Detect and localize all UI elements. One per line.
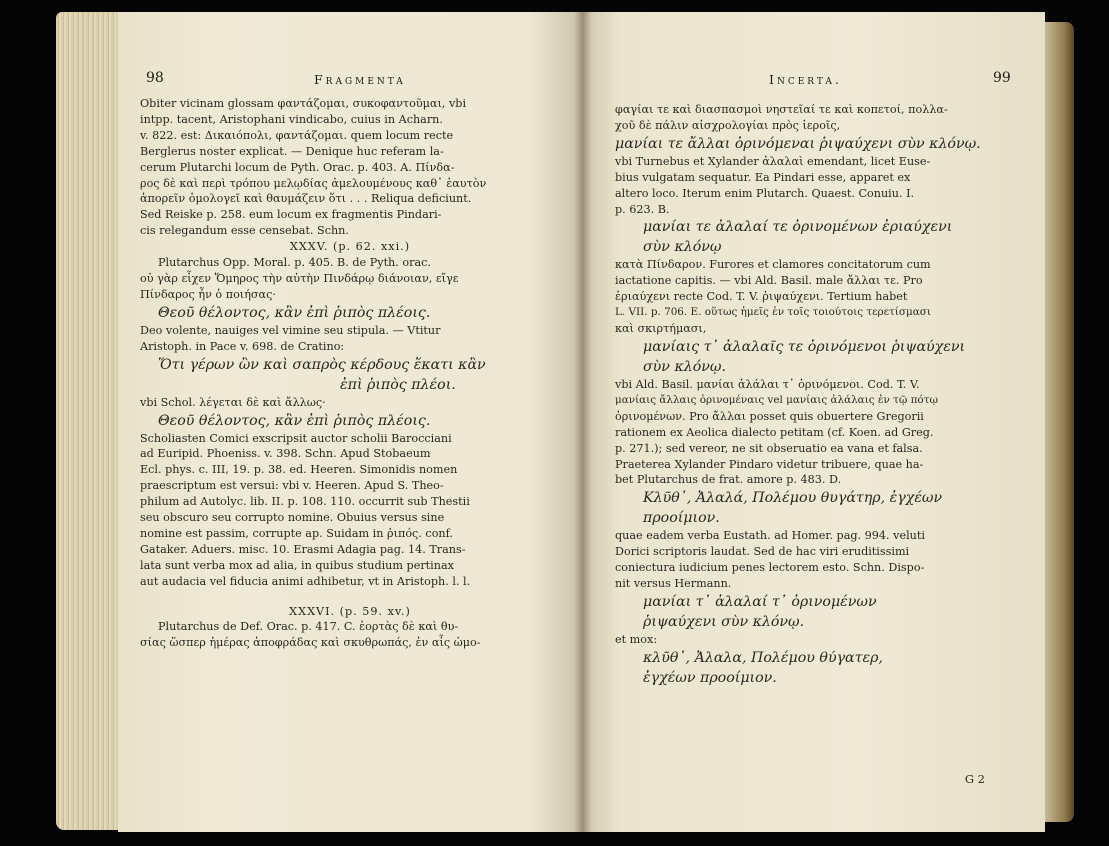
verse-line: κλῦθ᾽, Ἀλαλα, Πολέμου θύγατερ, bbox=[643, 649, 883, 666]
left-page bbox=[118, 12, 585, 832]
section-heading-xxxvi: XXXVI. (p. 59. xv.) bbox=[289, 604, 411, 618]
text-line: et mox: bbox=[615, 632, 658, 646]
verse-line: Κλῦθ᾽, Ἀλαλά, Πολέμου θυγάτηρ, ἐγχέων bbox=[643, 490, 943, 507]
verse-line: ἐπὶ ῥιπὸς πλέοι. bbox=[340, 376, 456, 393]
text-line: ὀρινομένων. Pro ἄλλαι posset quis obuertere Gregorii bbox=[615, 409, 924, 423]
text-line: καὶ σκιρτήμασι, bbox=[615, 322, 707, 336]
text-line: altero loco. Iterum enim Plutarch. Quaest. Conuiu. I. bbox=[615, 186, 915, 200]
text-line: Dorici scriptoris laudat. Sed de hac viri eruditissimi bbox=[615, 545, 910, 559]
verse-line: μανίαις τ᾽ ἀλαλαῖς τε ὀρινόμενοι ῥιψαύχενι bbox=[643, 338, 966, 355]
text-line: coniectura iudicium penes lectorem esto. Schn. Dispo- bbox=[615, 561, 925, 575]
text-line: σίας ὥσπερ ἡμέρας ἀποφράδας καὶ σκυθρωπάς, ἐν αἷς ὠμο- bbox=[140, 636, 481, 650]
text-line: aut audacia vel fiducia animi adhibetur, vt in Aristoph. l. l. bbox=[140, 574, 471, 588]
section-heading-xxxv: XXXV. (p. 62. xxi.) bbox=[289, 240, 411, 254]
page-edges-right bbox=[1044, 22, 1074, 822]
verse-line: μανίαι τε ἀλαλαί τε ὀρινομένων ἐριαύχενι bbox=[643, 219, 953, 236]
text-line: ἀπορεῖν ὁμολογεῖ καὶ θαυμάζειν ὅτι . . . Reliqua deficiunt. bbox=[140, 192, 472, 206]
text-line: v. 822. est: Δικαιόπολι, φαντάζομαι. quem locum recte bbox=[140, 128, 454, 142]
text-line: vbi Turnebus et Xylander ἀλαλαὶ emendant, licet Euse- bbox=[615, 154, 931, 168]
text-line: ad Euripid. Phoeniss. v. 398. Schn. Apud Stobaeum bbox=[140, 447, 431, 461]
text-line: quae eadem verba Eustath. ad Homer. pag. 994. veluti bbox=[615, 529, 925, 543]
text-line: χοῦ δὲ πάλιν αἰσχρολογίαι πρὸς ἱεροῖς, bbox=[615, 118, 841, 132]
text-line: κατὰ Πίνδαρον. Furores et clamores concitatorum cum bbox=[615, 258, 931, 272]
text-line: rationem ex Aeolica dialecto petitam (cf. Koen. ad Greg. bbox=[615, 425, 934, 439]
text-line: μανίαις ἄλλαις ὀρινομέναις vel μανίαις ἀλάλαις ἐν τῷ πότῳ bbox=[615, 393, 938, 406]
text-line: p. 623. B. bbox=[615, 202, 670, 216]
text-line: Sed Reiske p. 258. eum locum ex fragmentis Pindari- bbox=[140, 208, 442, 222]
page-number: 99 bbox=[993, 70, 1011, 86]
text-line: Berglerus noster explicat. — Denique huc referam la- bbox=[140, 144, 444, 158]
text-line: Scholiasten Comici exscripsit auctor scholii Barocciani bbox=[140, 431, 452, 445]
text-line: οὐ γὰρ εἶχεν Ὅμηρος τὴν αὐτὴν Πινδάρῳ διάνοιαν, εἴγε bbox=[140, 271, 459, 285]
text-line: nit versus Hermann. bbox=[615, 577, 732, 591]
text-line: cerum Plutarchi locum de Pyth. Orac. p. 403. A. Πίνδα- bbox=[140, 160, 455, 174]
verse-line: μανίαι τε ἄλλαι ὀρινόμεναι ῥιψαύχενι σὺν κλόνῳ. bbox=[615, 135, 981, 152]
page-number: 98 bbox=[146, 70, 164, 86]
verse-line: Ὅτι γέρων ὢν καὶ σαπρὸς κέρδους ἕκατι κἂν bbox=[158, 356, 486, 373]
verse-line: σὺν κλόνῳ bbox=[643, 239, 722, 256]
open-book bbox=[56, 8, 1060, 834]
left-text-block bbox=[140, 96, 560, 651]
text-line: p. 271.); sed vereor, ne sit obseruatio ea vana et falsa. bbox=[615, 441, 923, 455]
text-line: philum ad Autolyc. lib. II. p. 108. 110. occurrit sub Thestii bbox=[140, 495, 470, 509]
text-line: Ecl. phys. c. III, 19. p. 38. ed. Heeren. Simonidis nomen bbox=[140, 463, 458, 477]
verse-line: σὺν κλόνῳ. bbox=[643, 358, 726, 375]
verse-line: προοίμιον. bbox=[643, 510, 720, 527]
right-page bbox=[583, 12, 1045, 832]
text-line: Plutarchus de Def. Orac. p. 417. C. ἑορτὰς δὲ καὶ θυ- bbox=[158, 620, 459, 634]
text-line: ἐριαύχενι recte Cod. T. V. ῥιψαύχενι. Tertium habet bbox=[615, 290, 908, 304]
text-line: Aristoph. in Pace v. 698. de Cratino: bbox=[140, 339, 345, 353]
text-line: bius vulgatam sequatur. Ea Pindari esse, apparet ex bbox=[615, 170, 911, 184]
book-gutter bbox=[574, 12, 592, 832]
text-line: intpp. tacent, Aristophani vindicabo, cuius in Acharn. bbox=[140, 112, 443, 126]
text-line: L. VII. p. 706. E. οὕτως ἡμεῖς ἐν τοῖς τοιούτοις τερετίσμασι bbox=[615, 306, 931, 319]
text-line: Praeterea Xylander Pindaro videtur tribuere, quae ha- bbox=[615, 457, 924, 471]
text-line: lata sunt verba mox ad alia, in quibus studium pertinax bbox=[140, 558, 454, 572]
verse-line: ἐγχέων προοίμιον. bbox=[643, 669, 777, 686]
text-line: nomine est passim, corrupte ap. Suidam in ῥιπός. conf. bbox=[140, 526, 453, 540]
text-line: seu obscuro seu corrupto nomine. Obuius versus sine bbox=[140, 511, 445, 525]
signature-mark: G 2 bbox=[964, 772, 985, 786]
running-head: Fragmenta bbox=[314, 72, 406, 87]
text-line: cis relegandum esse censebat. Schn. bbox=[140, 224, 349, 238]
verse-line: ῥιψαύχενι σὺν κλόνῳ. bbox=[643, 613, 805, 630]
text-line: Deo volente, nauiges vel vimine seu stipula. — Vtitur bbox=[140, 323, 441, 337]
right-text-block bbox=[615, 102, 1020, 688]
running-head: Incerta. bbox=[769, 72, 842, 87]
text-line: bet Plutarchus de frat. amore p. 483. D. bbox=[615, 473, 842, 487]
text-line: Plutarchus Opp. Moral. p. 405. B. de Pyth. orac. bbox=[158, 256, 431, 270]
text-line: praescriptum est versui: vbi v. Heeren. Apud S. Theo- bbox=[140, 479, 444, 493]
verse-line: Θεοῦ θέλοντος, κἂν ἐπὶ ῥιπὸς πλέοις. bbox=[158, 412, 431, 429]
text-line: vbi Ald. Basil. μανίαι ἀλάλαι τ᾽ ὀρινόμενοι. Cod. T. V. bbox=[615, 377, 920, 391]
text-line: Gataker. Aduers. misc. 10. Erasmi Adagia pag. 14. Trans- bbox=[140, 542, 466, 556]
text-line: Obiter vicinam glossam φαντάζομαι, συκοφαντοῦμαι, vbi bbox=[140, 97, 467, 110]
verse-line: μανίαι τ᾽ ἀλαλαί τ᾽ ὀρινομένων bbox=[643, 593, 877, 610]
text-line: φαγίαι τε καὶ διασπασμοὶ νηστεῖαί τε καὶ κοπετοί, πολλα- bbox=[615, 103, 948, 116]
page-edges-left bbox=[56, 12, 126, 830]
text-line: iactatione capitis. — vbi Ald. Basil. male ἄλλαι τε. Pro bbox=[615, 274, 923, 288]
verse-line: Θεοῦ θέλοντος, κἂν ἐπὶ ῥιπὸς πλέοις. bbox=[158, 304, 431, 321]
text-line: Πίνδαρος ἦν ὁ ποιήσας· bbox=[140, 287, 276, 301]
text-line: ρος δὲ καὶ περὶ τρόπου μελῳδίας ἀμελουμένους καθ᾽ ἑαυτὸν bbox=[140, 176, 487, 190]
text-line: vbi Schol. λέγεται δὲ καὶ ἄλλως· bbox=[140, 395, 326, 409]
